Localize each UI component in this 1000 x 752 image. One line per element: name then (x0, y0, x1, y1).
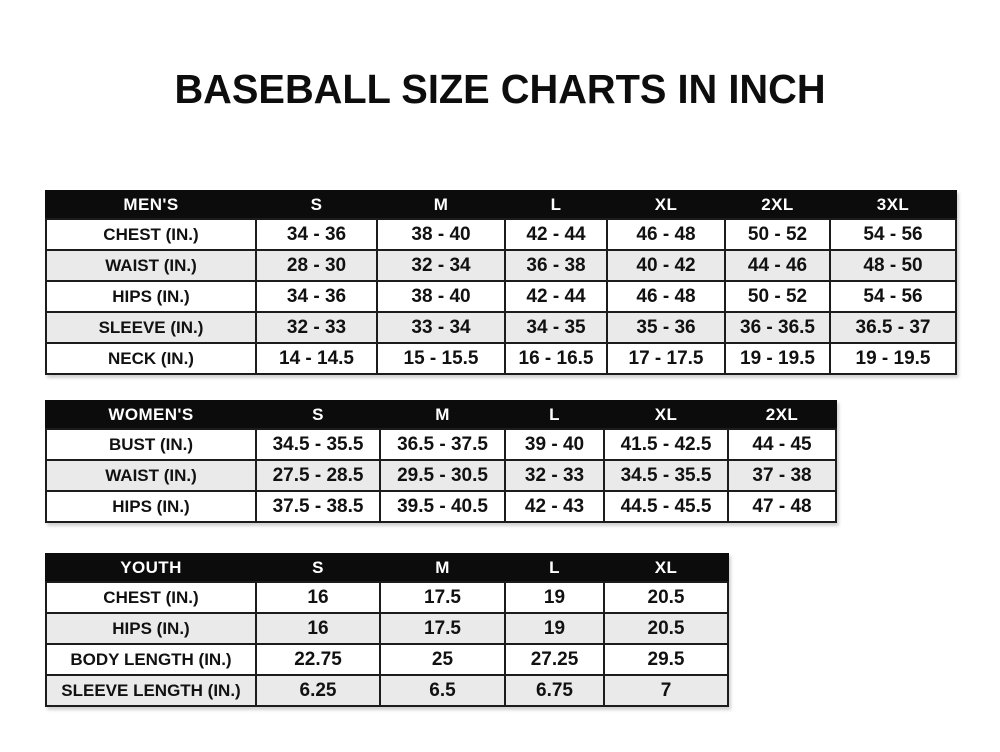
mens-table-title: MEN'S (46, 191, 256, 219)
size-value-cell: 19 - 19.5 (725, 343, 830, 374)
size-column-header: S (256, 554, 380, 582)
size-value-cell: 34.5 - 35.5 (604, 460, 728, 491)
size-value-cell: 42 - 43 (505, 491, 604, 522)
size-value-cell: 50 - 52 (725, 219, 830, 250)
table-row (46, 613, 728, 644)
size-value-cell: 27.5 - 28.5 (256, 460, 380, 491)
table-row (46, 312, 956, 343)
size-column-header: M (377, 191, 505, 219)
table-row (46, 219, 956, 250)
size-value-cell: 35 - 36 (607, 312, 725, 343)
size-column-header: XL (604, 401, 728, 429)
page-title: BASEBALL SIZE CHARTS IN INCH (174, 66, 826, 112)
size-value-cell: 19 - 19.5 (830, 343, 956, 374)
youth-table-title: YOUTH (46, 554, 256, 582)
womens-size-table (45, 400, 837, 523)
size-value-cell: 16 (256, 613, 380, 644)
measurement-label: SLEEVE (IN.) (46, 312, 256, 343)
size-value-cell: 46 - 48 (607, 281, 725, 312)
size-value-cell: 6.5 (380, 675, 505, 706)
size-column-header: 2XL (725, 191, 830, 219)
mens-header-row (46, 191, 956, 219)
size-value-cell: 34.5 - 35.5 (256, 429, 380, 460)
size-value-cell: 50 - 52 (725, 281, 830, 312)
size-value-cell: 33 - 34 (377, 312, 505, 343)
mens-size-table (45, 190, 957, 375)
size-value-cell: 15 - 15.5 (377, 343, 505, 374)
table-row (46, 675, 728, 706)
measurement-label: CHEST (IN.) (46, 219, 256, 250)
size-value-cell: 16 - 16.5 (505, 343, 607, 374)
size-value-cell: 54 - 56 (830, 219, 956, 250)
size-column-header: 3XL (830, 191, 956, 219)
size-value-cell: 17 - 17.5 (607, 343, 725, 374)
size-column-header: L (505, 191, 607, 219)
measurement-label: BODY LENGTH (IN.) (46, 644, 256, 675)
size-value-cell: 19 (505, 582, 604, 613)
size-value-cell: 36 - 38 (505, 250, 607, 281)
size-value-cell: 28 - 30 (256, 250, 377, 281)
size-value-cell: 40 - 42 (607, 250, 725, 281)
measurement-label: HIPS (IN.) (46, 281, 256, 312)
measurement-label: BUST (IN.) (46, 429, 256, 460)
measurement-label: NECK (IN.) (46, 343, 256, 374)
womens-table-title: WOMEN'S (46, 401, 256, 429)
size-value-cell: 22.75 (256, 644, 380, 675)
size-value-cell: 19 (505, 613, 604, 644)
size-value-cell: 38 - 40 (377, 219, 505, 250)
size-column-header: XL (604, 554, 728, 582)
measurement-label: CHEST (IN.) (46, 582, 256, 613)
youth-size-table (45, 553, 729, 707)
measurement-label: WAIST (IN.) (46, 460, 256, 491)
measurement-label: HIPS (IN.) (46, 613, 256, 644)
size-value-cell: 39.5 - 40.5 (380, 491, 505, 522)
size-value-cell: 14 - 14.5 (256, 343, 377, 374)
table-row (46, 429, 836, 460)
size-value-cell: 16 (256, 582, 380, 613)
size-column-header: XL (607, 191, 725, 219)
size-column-header: M (380, 554, 505, 582)
size-value-cell: 46 - 48 (607, 219, 725, 250)
size-value-cell: 42 - 44 (505, 219, 607, 250)
size-value-cell: 6.75 (505, 675, 604, 706)
table-row (46, 644, 728, 675)
size-value-cell: 48 - 50 (830, 250, 956, 281)
size-value-cell: 34 - 36 (256, 281, 377, 312)
womens-header-row (46, 401, 836, 429)
size-value-cell: 36.5 - 37.5 (380, 429, 505, 460)
size-column-header: L (505, 554, 604, 582)
size-value-cell: 38 - 40 (377, 281, 505, 312)
size-value-cell: 41.5 - 42.5 (604, 429, 728, 460)
size-value-cell: 20.5 (604, 582, 728, 613)
size-value-cell: 17.5 (380, 582, 505, 613)
measurement-label: SLEEVE LENGTH (IN.) (46, 675, 256, 706)
size-value-cell: 32 - 33 (505, 460, 604, 491)
size-column-header: S (256, 191, 377, 219)
size-value-cell: 44 - 46 (725, 250, 830, 281)
size-value-cell: 6.25 (256, 675, 380, 706)
size-column-header: S (256, 401, 380, 429)
table-row (46, 250, 956, 281)
table-row (46, 343, 956, 374)
measurement-label: HIPS (IN.) (46, 491, 256, 522)
size-value-cell: 37.5 - 38.5 (256, 491, 380, 522)
size-value-cell: 36.5 - 37 (830, 312, 956, 343)
size-value-cell: 29.5 - 30.5 (380, 460, 505, 491)
table-row (46, 582, 728, 613)
size-value-cell: 37 - 38 (728, 460, 836, 491)
size-value-cell: 32 - 34 (377, 250, 505, 281)
size-value-cell: 7 (604, 675, 728, 706)
size-column-header: L (505, 401, 604, 429)
measurement-label: WAIST (IN.) (46, 250, 256, 281)
size-column-header: 2XL (728, 401, 836, 429)
size-value-cell: 32 - 33 (256, 312, 377, 343)
size-value-cell: 34 - 35 (505, 312, 607, 343)
table-row (46, 281, 956, 312)
size-value-cell: 39 - 40 (505, 429, 604, 460)
size-value-cell: 34 - 36 (256, 219, 377, 250)
size-value-cell: 44.5 - 45.5 (604, 491, 728, 522)
size-value-cell: 36 - 36.5 (725, 312, 830, 343)
size-value-cell: 17.5 (380, 613, 505, 644)
size-value-cell: 25 (380, 644, 505, 675)
size-value-cell: 54 - 56 (830, 281, 956, 312)
table-row (46, 491, 836, 522)
size-value-cell: 44 - 45 (728, 429, 836, 460)
size-value-cell: 27.25 (505, 644, 604, 675)
size-value-cell: 47 - 48 (728, 491, 836, 522)
size-column-header: M (380, 401, 505, 429)
size-value-cell: 20.5 (604, 613, 728, 644)
size-value-cell: 29.5 (604, 644, 728, 675)
table-row (46, 460, 836, 491)
youth-header-row (46, 554, 728, 582)
size-value-cell: 42 - 44 (505, 281, 607, 312)
